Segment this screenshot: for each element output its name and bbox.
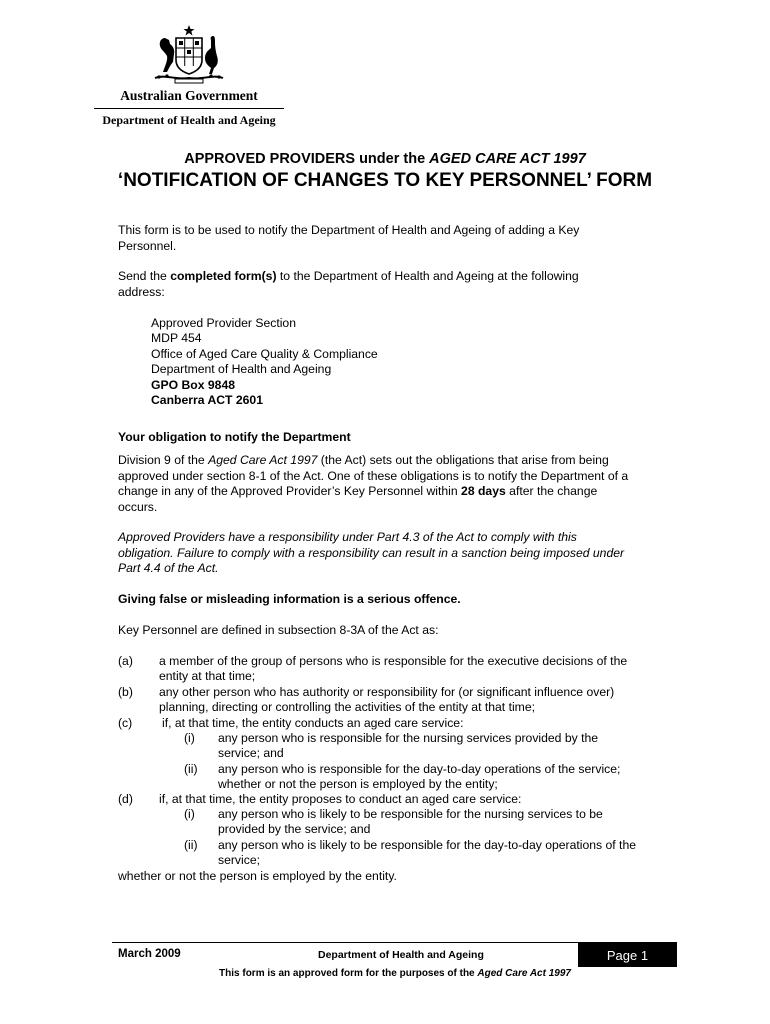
postal-address (151, 316, 378, 408)
deadline-days: 28 days (461, 484, 506, 498)
title-act-name: AGED CARE ACT 1997 (429, 151, 586, 167)
list-line: a member of the group of persons who is responsible for the executive decisions of the (159, 654, 628, 668)
footer-note (0, 968, 770, 979)
coat-of-arms-icon (145, 24, 233, 84)
obligation-text: change in any of the Approved Provider’s Key Personnel within (118, 484, 462, 498)
form-title: ‘NOTIFICATION OF CHANGES TO KEY PERSONNEL’ FORM (117, 170, 653, 191)
responsibility-line: obligation. Failure to comply with a responsibility can result in a sanction being imposed under (118, 545, 625, 560)
responsibility-line: Part 4.4 of the Act. (118, 561, 219, 575)
list-line: any person who is responsible for the day-to-day operations of the service; (218, 762, 621, 776)
send-prefix: Send the (118, 269, 171, 283)
send-bold: completed form(s) (170, 269, 277, 283)
government-logo (92, 24, 286, 132)
obligation-line (118, 453, 678, 469)
list-item-c: if, at that time, the entity conducts an aged care service: (162, 716, 464, 730)
obligation-heading: Your obligation to notify the Department (118, 430, 351, 444)
list-line: provided by the service; and (218, 822, 371, 837)
list-item-a (159, 654, 627, 685)
list-label: (i) (184, 807, 195, 821)
address-line: Approved Provider Section (151, 316, 296, 330)
title-prefix: APPROVED PROVIDERS under the (184, 151, 430, 167)
list-line: planning, directing or controlling the activities of the entity at that time; (159, 700, 535, 715)
footer-divider (112, 942, 578, 943)
purpose-line: Personnel. (118, 238, 177, 253)
send-rest: to the Department of Health and Ageing at the following (276, 269, 579, 283)
list-label: (d) (118, 792, 133, 806)
list-line: whether or not the person is employed by the entity; (218, 777, 498, 792)
obligation-line: approved under section 8-1 of the Act. One of these obligations is to notify the Department of a (118, 468, 629, 483)
list-closing: whether or not the person is employed by the entity. (118, 869, 397, 883)
offence-warning: Giving false or misleading information is a serious offence. (118, 592, 461, 606)
obligation-paragraph (118, 453, 678, 515)
list-line: service; (218, 853, 260, 868)
send-line: address: (118, 284, 165, 299)
list-label: (ii) (184, 838, 198, 852)
footer-department: Department of Health and Ageing (318, 949, 484, 961)
list-item-b (159, 685, 614, 716)
list-item-d-i (218, 807, 603, 838)
responsibility-line: Approved Providers have a responsibility under Part 4.3 of the Act to comply with this (118, 530, 577, 544)
address-line: Department of Health and Ageing (151, 362, 332, 377)
list-item-d: if, at that time, the entity proposes to conduct an aged care service: (159, 792, 522, 806)
obligation-line: occurs. (118, 499, 158, 514)
footer-date: March 2009 (118, 948, 181, 960)
list-label: (a) (118, 654, 133, 668)
obligation-text: Division 9 of the (118, 453, 209, 467)
list-item-c-ii (218, 762, 620, 793)
list-line: any other person who has authority or responsibility for (or significant influence over) (159, 685, 615, 699)
responsibility-paragraph (118, 530, 678, 577)
obligation-line (118, 484, 678, 500)
address-line: MDP 454 (151, 331, 202, 346)
address-line: Canberra ACT 2601 (151, 393, 263, 408)
address-line: GPO Box 9848 (151, 377, 235, 392)
department-name: Department of Health and Ageing (102, 113, 276, 127)
list-label: (c) (118, 716, 133, 730)
address-line: Office of Aged Care Quality & Compliance (151, 346, 378, 361)
obligation-text: after the change (505, 484, 598, 498)
list-line: any person who is likely to be responsible for the day-to-day operations of the (218, 838, 636, 852)
list-item-d-ii (218, 838, 636, 869)
list-line: service; and (218, 746, 284, 761)
government-name: Australian Government (120, 88, 258, 103)
list-label: (i) (184, 731, 195, 745)
purpose-line: This form is to be used to notify the Department of Health and Ageing of adding a Key (118, 223, 580, 237)
logo-divider (94, 108, 284, 109)
list-line: any person who is likely to be responsible for the nursing services to be (218, 807, 603, 821)
list-label: (b) (118, 685, 133, 699)
list-line: entity at that time; (159, 669, 256, 684)
footer-note-text: This form is an approved form for the purposes of the (219, 968, 478, 979)
footer-act-name: Aged Care Act 1997 (477, 968, 571, 979)
list-label: (ii) (184, 762, 198, 776)
list-line: any person who is responsible for the nursing services provided by the (218, 731, 599, 745)
purpose-paragraph (118, 223, 678, 254)
page-number: Page 1 (578, 942, 677, 967)
send-line (118, 269, 678, 285)
obligation-text: (the Act) sets out the obligations that arise from being (317, 453, 609, 467)
list-item-c-i (218, 731, 598, 762)
definition-intro: Key Personnel are defined in subsection 8-3A of the Act as: (118, 623, 439, 637)
form-title-line1 (0, 151, 770, 167)
act-name: Aged Care Act 1997 (208, 453, 318, 467)
send-paragraph (118, 269, 678, 300)
